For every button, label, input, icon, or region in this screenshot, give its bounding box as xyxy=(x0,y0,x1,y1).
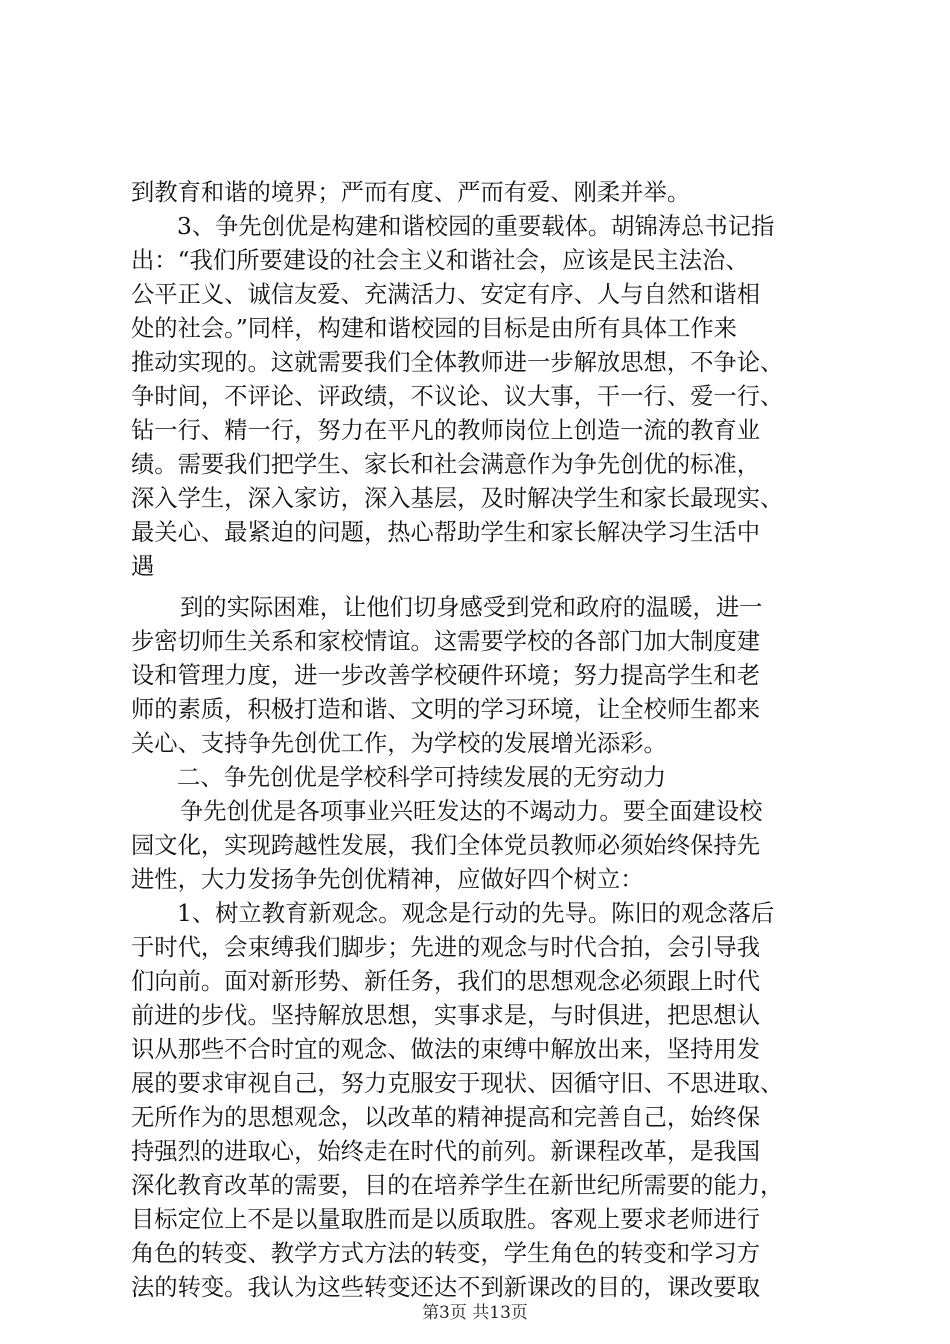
text-line: 设和管理力度，进一步改善学校硬件环境；努力提高学生和老 xyxy=(131,662,761,689)
paragraph-start-line: 3、争先创优是构建和谐校园的重要载体。胡锦涛总书记指 xyxy=(177,213,775,240)
text-line: 深入学生，深入家访，深入基层，及时解决学生和家长最现实、 xyxy=(131,485,784,512)
text-line: 无所作为的思想观念，以改革的精神提高和完善自己，始终保 xyxy=(131,1104,761,1131)
text-line: 推动实现的。这就需要我们全体教师进一步解放思想，不争论、 xyxy=(131,349,784,376)
text-line: 步密切师生关系和家校情谊。这需要学校的各部门加大制度建 xyxy=(131,628,761,655)
text-line: 园文化，实现跨越性发展，我们全体党员教师必须始终保持先 xyxy=(131,832,761,859)
paragraph-start-line: 1、树立教育新观念。观念是行动的先导。陈旧的观念落后 xyxy=(177,900,775,927)
text-line: 目标定位上不是以量取胜而是以质取胜。客观上要求老师进行 xyxy=(131,1206,761,1233)
text-line: 关心、支持争先创优工作，为学校的发展增光添彩。 xyxy=(131,730,667,757)
text-line: 绩。需要我们把学生、家长和社会满意作为争先创优的标准， xyxy=(131,451,761,478)
text-line: 深化教育改革的需要，目的在培养学生在新世纪所需要的能力， xyxy=(131,1172,784,1199)
text-line: 于时代，会束缚我们脚步；先进的观念与时代合拍，会引导我 xyxy=(131,934,761,961)
text-line: 进性，大力发扬争先创优精神，应做好四个树立： xyxy=(131,866,644,893)
text-line: 钻一行、精一行，努力在平凡的教师岗位上创造一流的教育业 xyxy=(131,417,761,444)
text-line: 争时间，不评论、评政绩，不议论、议大事，干一行、爱一行、 xyxy=(131,383,784,410)
paragraph-start-line: 争先创优是各项事业兴旺发达的不竭动力。要全面建设校 xyxy=(180,798,763,825)
text-line: 遇 xyxy=(131,553,155,580)
text-line: 师的素质，积极打造和谐、文明的学习环境，让全校师生都来 xyxy=(131,696,761,723)
text-line: 法的转变。我认为这些转变还达不到新课改的目的，课改要取 xyxy=(131,1274,761,1301)
text-line: 角色的转变、教学方式方法的转变，学生角色的转变和学习方 xyxy=(131,1240,761,1267)
paragraph-start-line: 到的实际困难，让他们切身感受到党和政府的温暖，进一 xyxy=(180,594,763,621)
text-line: 最关心、最紧迫的问题，热心帮助学生和家长解决学习生活中 xyxy=(131,519,761,546)
page-footer: 第3页 共13页 xyxy=(422,1303,528,1323)
text-line: 们向前。面对新形势、新任务，我们的思想观念必须跟上时代 xyxy=(131,968,761,995)
text-line: 处的社会。”同样，构建和谐校园的目标是由所有具体工作来 xyxy=(131,315,737,342)
text-line: 持强烈的进取心，始终走在时代的前列。新课程改革，是我国 xyxy=(131,1138,761,1165)
text-line: 前进的步伐。坚持解放思想，实事求是，与时俱进，把思想认 xyxy=(131,1002,761,1029)
text-line: 出：“我们所要建设的社会主义和谐社会，应该是民主法治、 xyxy=(131,247,749,274)
text-line: 识从那些不合时宜的观念、做法的束缚中解放出来，坚持用发 xyxy=(131,1036,761,1063)
text-line: 公平正义、诚信友爱、充满活力、安定有序、人与自然和谐相 xyxy=(131,281,761,308)
section-heading: 二、争先创优是学校科学可持续发展的无穷动力 xyxy=(177,764,667,791)
text-line: 展的要求审视自己，努力克服安于现状、因循守旧、不思进取、 xyxy=(131,1070,784,1097)
text-line: 到教育和谐的境界；严而有度、严而有爱、刚柔并举。 xyxy=(131,179,691,206)
